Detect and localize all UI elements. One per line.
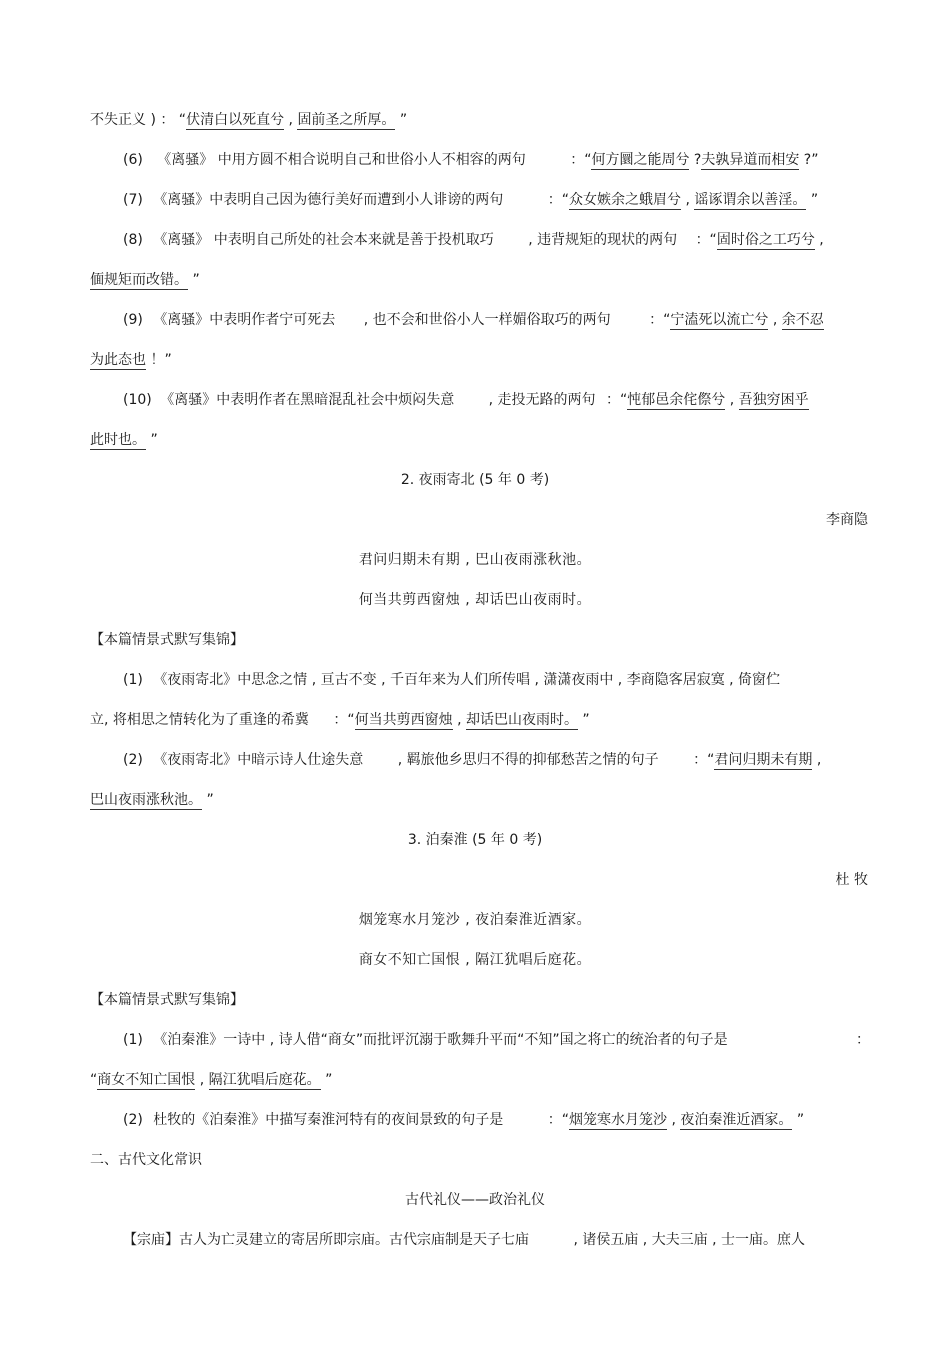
section-subtitle: 古代礼仪——政治礼仪: [405, 1192, 545, 1208]
text: ：“: [649, 312, 671, 328]
answer-blank: 却话巴山夜雨时。: [465, 712, 578, 728]
question-number: (1): [123, 1032, 143, 1048]
separator: ,: [195, 1072, 209, 1088]
answer-blank: 商女不知亡国恨: [97, 1072, 196, 1088]
poem-line: 何当共剪西窗烛 , 却话巴山夜雨时。: [358, 592, 592, 608]
separator: ,: [681, 192, 695, 208]
text: ：“: [333, 712, 355, 728]
question-number: (7): [123, 192, 143, 208]
section-heading: 【本篇情景式默写集锦】: [90, 992, 244, 1008]
text: ”: [792, 1112, 805, 1128]
question-10: [123, 390, 870, 410]
question-text: , 违背规矩的现状的两句: [528, 232, 678, 248]
answer-blank: 何方圜之能周兮: [591, 152, 690, 168]
question-text: 《离骚》 中表明自己所处的社会本来就是善于投机取巧: [153, 232, 494, 248]
question-number: (2): [123, 1112, 143, 1128]
answer-blank: 宁溘死以流亡兮: [670, 312, 769, 328]
question-8: [123, 230, 870, 250]
separator: ?: [689, 152, 702, 168]
text: ”: [806, 192, 819, 208]
text: “: [90, 1072, 98, 1088]
answer-line-5: [90, 110, 870, 130]
question-text: 《离骚》中表明自己因为德行美好而遭到小人诽谤的两句: [153, 192, 504, 208]
answer-blank: 君问归期未有期: [714, 752, 813, 768]
section-heading: 【本篇情景式默写集锦】: [90, 632, 244, 648]
answer-blank: 伏清白以死直兮: [186, 112, 285, 128]
question-7: [123, 190, 870, 210]
text: ：“: [695, 232, 717, 248]
text: ：“: [547, 1112, 570, 1128]
answer-blank: 众女嫉余之蛾眉兮: [569, 192, 682, 208]
poem2-question-1: [123, 670, 870, 690]
text: ”: [188, 272, 200, 288]
answer-blank: 偭规矩而改错。: [90, 272, 188, 288]
separator: ,: [725, 392, 739, 408]
answer-blank: 何当共剪西窗烛: [354, 712, 453, 728]
answer-blank: 吾独穷困乎: [738, 392, 809, 408]
poem2-question-2: [123, 750, 870, 770]
paragraph-text: 【宗庙】古人为亡灵建立的寄居所即宗庙。古代宗庙制是天子七庙: [123, 1232, 529, 1248]
answer-blank: 夜泊秦淮近酒家。: [680, 1112, 793, 1128]
answer-blank: 隔江犹唱后庭花。: [208, 1072, 321, 1088]
question-text: 《夜雨寄北》中思念之情 , 亘古不变 , 千百年来为人们所传唱 , 潇潇夜雨中 , 李商隐客居寂寞 , 倚窗伫: [153, 672, 781, 688]
answer-blank: 此时也。: [90, 432, 146, 448]
question-9-cont: [90, 350, 870, 370]
text: ”: [146, 432, 158, 448]
poem3-question-1-cont: [90, 1070, 870, 1090]
separator: ,: [812, 752, 822, 768]
text: ：: [856, 1032, 870, 1048]
question-text: , 羁旅他乡思归不得的抑郁愁苦之情的句子: [397, 752, 659, 768]
text: ：“: [547, 192, 570, 208]
poem-title: 3. 泊秦淮 (5 年 0 考): [407, 832, 543, 848]
text: ”: [577, 712, 590, 728]
question-number: (10): [123, 392, 152, 408]
question-6: [123, 150, 870, 170]
separator: ,: [667, 1112, 681, 1128]
question-number: (2): [123, 752, 143, 768]
question-8-cont: [90, 270, 870, 290]
question-text: 杜牧的《泊秦淮》中描写秦淮河特有的夜间景致的句子是: [153, 1112, 504, 1128]
answer-blank: 为此态也: [90, 352, 146, 368]
text: ：“: [693, 752, 715, 768]
poem-author: 杜 牧: [835, 872, 868, 888]
answer-blank: 固时俗之工巧兮: [716, 232, 815, 248]
poem-line: 君问归期未有期 , 巴山夜雨涨秋池。: [358, 552, 592, 568]
text: ”: [202, 792, 214, 808]
text: 不失正义 ) ： “: [90, 112, 187, 128]
answer-blank: 固前圣之所厚。: [297, 112, 396, 128]
separator: ,: [768, 312, 782, 328]
poem2-question-2-cont: [90, 790, 870, 810]
question-text: 《泊秦淮》一诗中 , 诗人借“商女”而批评沉溺于歌舞升平而“不知”国之将亡的统治者的句子是: [153, 1032, 728, 1048]
question-text: 立, 将相思之情转化为了重逢的希冀: [90, 712, 309, 728]
question-text: 《离骚》中表明作者宁可死去: [153, 312, 336, 328]
text: ：“: [570, 152, 592, 168]
question-number: (1): [123, 672, 143, 688]
question-number: (9): [123, 312, 143, 328]
poem-line: 商女不知亡国恨 , 隔江犹唱后庭花。: [358, 952, 592, 968]
poem-line: 烟笼寒水月笼沙 , 夜泊秦淮近酒家。: [358, 912, 592, 928]
poem3-question-1: [123, 1030, 870, 1050]
text: ?”: [799, 152, 819, 168]
poem3-question-2: [123, 1110, 870, 1130]
answer-blank: 巴山夜雨涨秋池。: [90, 792, 202, 808]
text: ：“: [606, 392, 628, 408]
text: ”: [395, 112, 408, 128]
question-text: 《离骚》中表明作者在黑暗混乱社会中烦闷失意: [160, 392, 455, 408]
poem-title: 2. 夜雨寄北 (5 年 0 考): [400, 472, 550, 488]
question-text: 《夜雨寄北》中暗示诗人仕途失意: [153, 752, 364, 768]
separator: ,: [814, 232, 824, 248]
question-number: (8): [123, 232, 143, 248]
answer-blank: 余不忍: [781, 312, 824, 328]
text: ！”: [146, 352, 172, 368]
answer-blank: 忳郁邑余侘傺兮: [627, 392, 726, 408]
question-text: 《离骚》 中用方圆不相合说明自己和世俗小人不相容的两句: [157, 152, 526, 168]
question-number: (6): [123, 152, 143, 168]
question-9: [123, 310, 870, 330]
separator: ,: [284, 112, 298, 128]
poem2-question-1-cont: [90, 710, 870, 730]
question-text: , 也不会和世俗小人一样媚俗取巧的两句: [363, 312, 611, 328]
question-text: , 走投无路的两句: [488, 392, 596, 408]
answer-blank: 谣诼谓余以善淫。: [694, 192, 807, 208]
paragraph-text: , 诸侯五庙 , 大夫三庙 , 士一庙。庶人: [573, 1232, 806, 1248]
separator: ,: [452, 712, 466, 728]
text: ”: [320, 1072, 333, 1088]
answer-blank: 夫孰异道而相安: [701, 152, 800, 168]
poem-author: 李商隐: [826, 512, 868, 528]
paragraph: [123, 1230, 870, 1250]
answer-blank: 烟笼寒水月笼沙: [569, 1112, 668, 1128]
question-10-cont: [90, 430, 870, 450]
section-heading: 二、古代文化常识: [90, 1152, 202, 1168]
